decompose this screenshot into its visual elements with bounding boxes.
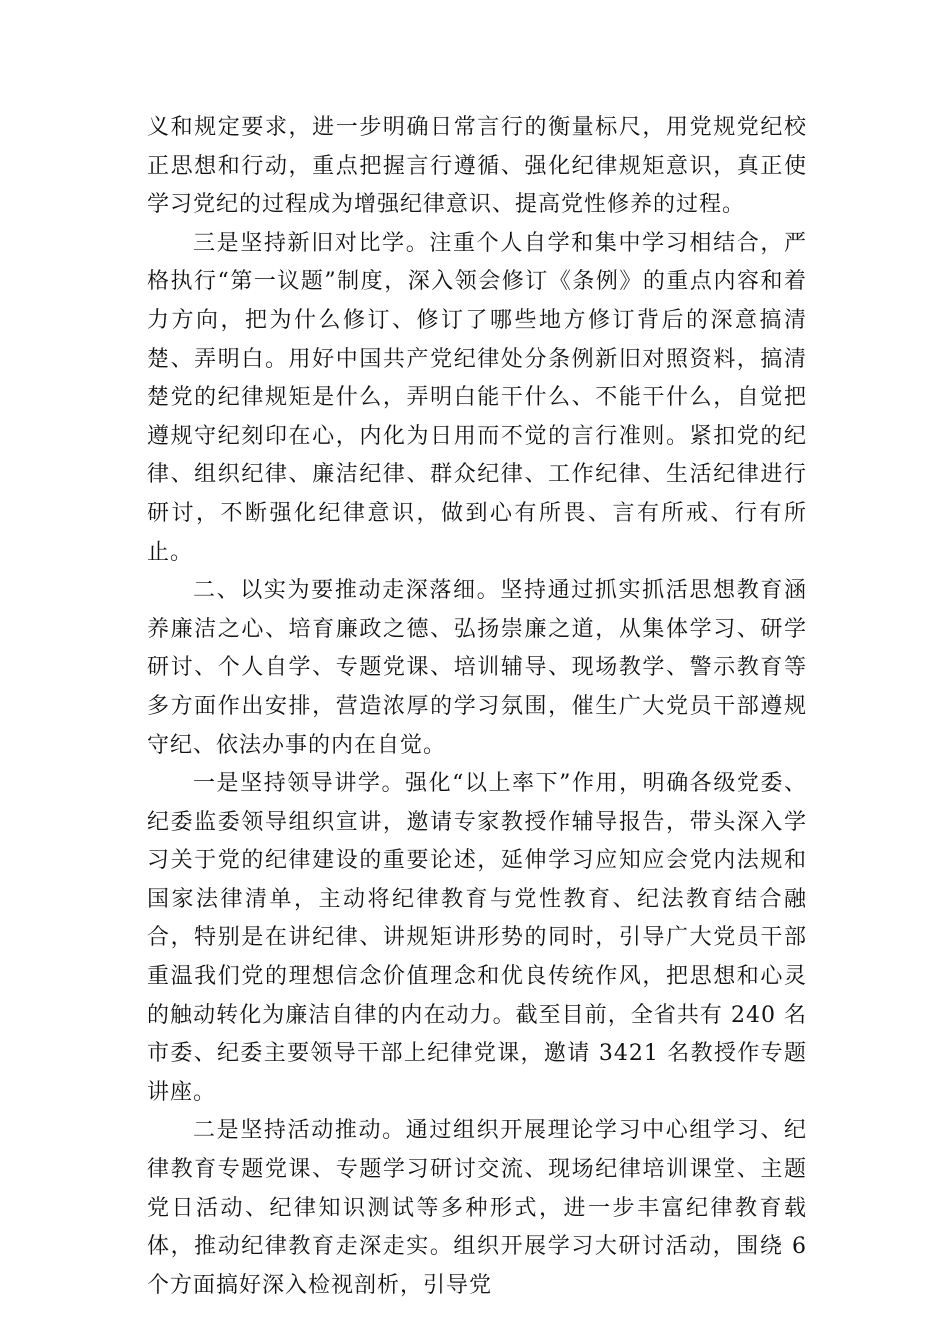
paragraph-new-old-comparison: 三是坚持新旧对比学。注重个人自学和集中学习相结合，严格执行“第一议题”制度，深入领会修订《条例》的重点内容和着力方向，把为什么修订、修订了哪些地方修订背后的深意搞清楚、弄明白。用好中国共产党纪律处分条例新旧对照资料，搞清楚党的纪律规矩是什么，弄明白能干什么、不能干什么，自觉把遵规守纪刻印在心，内化为日用而不觉的言行准则。紧扣党的纪律、组织纪律、廉洁纪律、群众纪律、工作纪律、生活纪律进行研讨，不断强化纪律意识，做到心有所畏、言有所戒、行有所止。: [147, 230, 807, 565]
paragraph-leadership-lectures: 一是坚持领导讲学。强化“以上率下”作用，明确各级党委、纪委监委领导组织宣讲，邀请专家教授作辅导报告，带头深入学习关于党的纪律建设的重要论述，延伸学习应知应会党内法规和国家法律清单，主动将纪律教育与党性教育、纪法教育结合融合，特别是在讲纪律、讲规矩讲形势的同时，引导广大党员干部重温我们党的理想信念价值理念和优良传统作风，把思想和心灵的触动转化为廉洁自律的内在动力。截至目前，全省共有 240 名市委、纪委主要领导干部上纪律党课，邀请 3421 名教授作专题讲座。: [147, 771, 807, 1105]
paragraph-section-two-heading: 二、以实为要推动走深落细。坚持通过抓实抓活思想教育涵养廉洁之心、培育廉政之德、弘扬崇廉之道，从集体学习、研学研讨、个人自学、专题党课、培训辅导、现场教学、警示教育等多方面作出安排，营造浓厚的学习氛围，催生广大党员干部遵规守纪、依法办事的内在自觉。: [147, 578, 807, 758]
document-body: [147, 109, 807, 1305]
paragraph-continuation: 义和规定要求，进一步明确日常言行的衡量标尺，用党规党纪校正思想和行动，重点把握言行遵循、强化纪律规矩意识，真正使学习党纪的过程成为增强纪律意识、提高党性修养的过程。: [147, 115, 807, 218]
paragraph-activity-driven: 二是坚持活动推动。通过组织开展理论学习中心组学习、纪律教育专题党课、专题学习研讨交流、现场纪律培训课堂、主题党日活动、纪律知识测试等多种形式，进一步丰富纪律教育载体，推动纪律教育走深走实。组织开展学习大研讨活动，围绕 6 个方面搞好深入检视剖析，引导党: [147, 1118, 807, 1298]
